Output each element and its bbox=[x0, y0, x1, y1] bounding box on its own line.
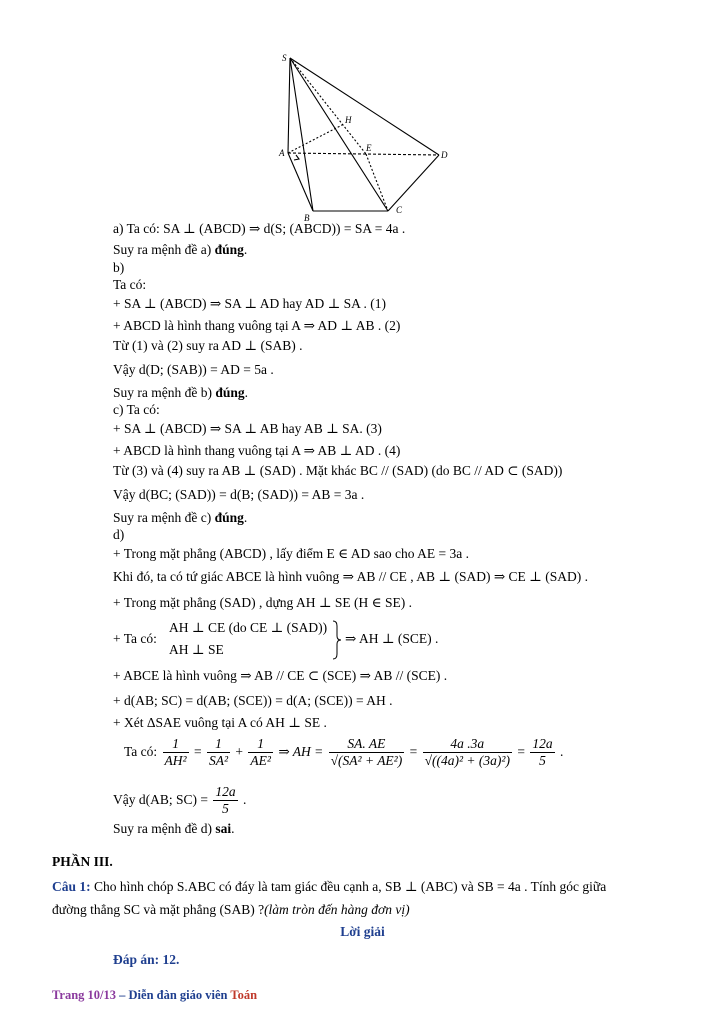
fraction bbox=[248, 736, 273, 769]
num: 12a bbox=[215, 784, 236, 800]
den: 5 bbox=[222, 801, 229, 817]
num: 1 bbox=[248, 736, 273, 753]
den: √(SA² + AE²) bbox=[330, 753, 403, 769]
question-1-cont bbox=[52, 901, 410, 918]
text: Suy ra mệnh đề d) bbox=[113, 821, 216, 836]
question-text: Cho hình chóp S.ABC có đáy là tam giác đều cạnh a, SB ⊥ (ABC) và SB = 4a . Tính góc giữa bbox=[90, 879, 607, 894]
solution-d-line-5: + ABCE là hình vuông ⇒ AB // CE ⊂ (SCE) ⇒ AB // (SCE) . bbox=[113, 668, 448, 683]
question-label: Câu 1: bbox=[52, 879, 91, 894]
label-E: E bbox=[366, 143, 372, 153]
label-B: B bbox=[304, 213, 310, 223]
fraction bbox=[530, 736, 554, 769]
op: . bbox=[243, 792, 247, 807]
solution-d-line-7: + Xét ΔSAE vuông tại A có AH ⊥ SE . bbox=[113, 715, 327, 730]
part3-heading: PHẦN III. bbox=[52, 854, 113, 869]
label-D: D bbox=[441, 150, 448, 160]
den: AH² bbox=[164, 753, 187, 769]
solution-b-conclusion bbox=[113, 384, 248, 401]
solution-heading: Lời giải bbox=[340, 924, 385, 939]
den: SA² bbox=[208, 753, 229, 769]
text: + Ta có: bbox=[113, 631, 157, 646]
op: . bbox=[559, 744, 564, 759]
solution-d-line-3: + Trong mặt phẳng (SAD) , dựng AH ⊥ SE (H ∈ SE) . bbox=[113, 595, 413, 610]
solution-d-line-2: Khi đó, ta có tứ giác ABCE là hình vuông ⇒ AB // CE , AB ⊥ (SAD) ⇒ CE ⊥ (SAD) . bbox=[113, 569, 588, 584]
text: . bbox=[243, 510, 248, 525]
label-A: A bbox=[279, 148, 285, 158]
answer: Đáp án: 12. bbox=[113, 952, 180, 967]
question-text: đường thẳng SC và mặt phẳng (SAB) ? bbox=[52, 902, 265, 917]
fraction bbox=[207, 736, 230, 769]
solution-c-conclusion bbox=[113, 509, 247, 526]
op: = bbox=[517, 744, 525, 759]
text: . bbox=[244, 385, 249, 400]
brace-icon bbox=[332, 620, 342, 660]
text: ⇒ AH ⊥ (SCE) . bbox=[345, 631, 439, 646]
fraction bbox=[163, 736, 189, 769]
solution-b-line-3: + ABCD là hình thang vuông tại A ⇒ AD ⊥ AB . (2) bbox=[113, 318, 401, 333]
solution-c-line-3: + ABCD là hình thang vuông tại A ⇒ AB ⊥ AD . (4) bbox=[113, 443, 401, 458]
solution-b-line-4: Từ (1) và (2) suy ra AD ⊥ (SAB) . bbox=[113, 338, 303, 353]
verdict: đúng bbox=[214, 242, 244, 257]
fraction bbox=[213, 784, 237, 817]
solution-c-line-2: + SA ⊥ (ABCD) ⇒ SA ⊥ AB hay AB ⊥ SA. (3) bbox=[113, 421, 382, 436]
text: Ta có: bbox=[124, 744, 158, 759]
den: 5 bbox=[539, 753, 546, 769]
den: √((4a)² + (3a)²) bbox=[424, 753, 510, 769]
solution-b-line-2: + SA ⊥ (ABCD) ⇒ SA ⊥ AD hay AD ⊥ SA . (1) bbox=[113, 296, 387, 311]
text: Suy ra mệnh đề b) bbox=[113, 385, 216, 400]
op: = bbox=[193, 744, 202, 759]
text: Vậy d(AB; SC) = bbox=[113, 792, 208, 807]
num: 12a bbox=[532, 736, 553, 752]
label-H: H bbox=[345, 115, 352, 125]
solution-c-line-1: c) Ta có: bbox=[113, 402, 160, 417]
den: AE² bbox=[250, 753, 271, 769]
question-1 bbox=[52, 878, 606, 895]
solution-d-line-1: + Trong mặt phẳng (ABCD) , lấy điểm E ∈ AD sao cho AE = 3a . bbox=[113, 546, 469, 561]
solution-c-line-5: Vậy d(BC; (SAD)) = d(B; (SAD)) = AB = 3a . bbox=[113, 487, 365, 502]
solution-c-line-4: Từ (3) và (4) suy ra AB ⊥ (SAD) . Mặt khác BC // (SAD) (do BC // AD ⊂ (SAD)) bbox=[113, 463, 563, 478]
solution-d-line-6: + d(AB; SC) = d(AB; (SCE)) = d(A; (SCE)) = AH . bbox=[113, 693, 393, 708]
num: 1 bbox=[207, 736, 230, 753]
label-S: S bbox=[282, 53, 287, 63]
fraction bbox=[329, 736, 405, 769]
solution-d-conclusion bbox=[113, 820, 235, 837]
text: . bbox=[243, 242, 248, 257]
text: AH ⊥ CE (do CE ⊥ (SAD)) bbox=[169, 620, 328, 635]
text: Suy ra mệnh đề a) bbox=[113, 242, 215, 257]
label-C: C bbox=[396, 205, 403, 215]
part-d-label: d) bbox=[113, 527, 125, 542]
page-number: Trang 10/13 bbox=[52, 988, 117, 1002]
solution-d-formula bbox=[124, 732, 563, 772]
solution-b-line-1: Ta có: bbox=[113, 277, 147, 292]
solution-d-result bbox=[113, 782, 246, 818]
op: + bbox=[235, 744, 244, 759]
num: SA. AE bbox=[329, 736, 405, 753]
num: 1 bbox=[163, 736, 189, 753]
footer-subject: Toán bbox=[230, 988, 258, 1002]
text: . bbox=[231, 821, 235, 836]
fraction bbox=[423, 736, 512, 769]
page-footer bbox=[52, 988, 257, 1003]
solution-a-conclusion bbox=[113, 241, 247, 258]
question-note: (làm tròn đến hàng đơn vị) bbox=[264, 902, 410, 917]
text: Suy ra mệnh đề c) bbox=[113, 510, 215, 525]
solution-b-line-5: Vậy d(D; (SAB)) = AD = 5a . bbox=[113, 362, 274, 377]
verdict: đúng bbox=[214, 510, 244, 525]
verdict: sai bbox=[215, 821, 232, 836]
verdict: đúng bbox=[215, 385, 245, 400]
footer-text: – Diễn đàn giáo viên bbox=[116, 988, 231, 1002]
op: ⇒ AH = bbox=[278, 744, 324, 759]
num: 4a .3a bbox=[423, 736, 512, 753]
text: AH ⊥ SE bbox=[169, 642, 224, 657]
pyramid-figure bbox=[0, 0, 725, 225]
part-b-label: b) bbox=[113, 260, 125, 275]
op: = bbox=[409, 744, 418, 759]
solution-a-line-1: a) Ta có: SA ⊥ (ABCD) ⇒ d(S; (ABCD)) = SA = 4a . bbox=[113, 221, 406, 236]
